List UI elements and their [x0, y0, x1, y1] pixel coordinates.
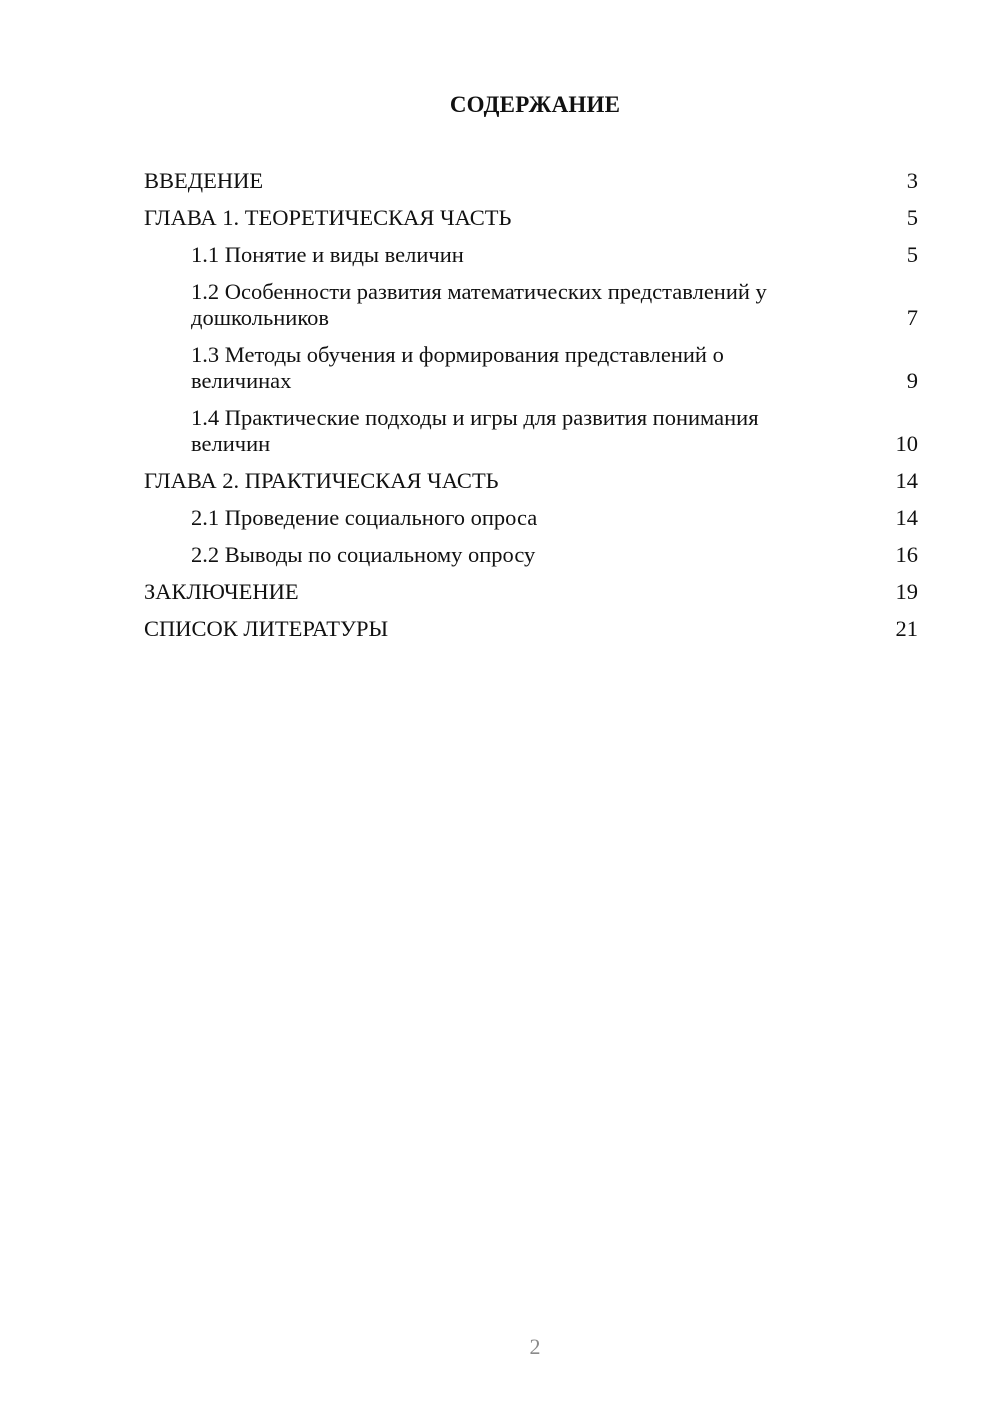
toc-entry-label: СПИСОК ЛИТЕРАТУРЫ [144, 616, 389, 641]
toc-entry-references [144, 616, 918, 642]
toc-entry-page: 3 [906, 168, 918, 193]
toc-entry-label: 2.2 Выводы по социальному опросу [191, 542, 536, 567]
toc-entry-page: 14 [895, 468, 918, 493]
toc-entry-chapter-1 [144, 205, 918, 231]
toc-entry-conclusion [144, 579, 918, 605]
toc-entry-section-2-1 [144, 505, 918, 531]
toc-entry-section-1-2 [144, 279, 918, 331]
toc-entry-page: 9 [906, 368, 918, 393]
toc-entry-label: 1.3 Методы обучения и формирования представлений о величинах [191, 342, 724, 393]
toc-entry-introduction [144, 168, 918, 194]
toc-entry-label: ВВЕДЕНИЕ [144, 168, 264, 193]
page-number: 2 [529, 1334, 541, 1359]
toc-entry-page: 10 [895, 431, 918, 456]
toc-entry-page: 19 [895, 579, 918, 604]
toc-entry-chapter-2 [144, 468, 918, 494]
toc-entry-section-1-1 [144, 242, 918, 268]
toc-entry-section-1-4 [144, 405, 918, 457]
toc-entry-page: 21 [895, 616, 918, 641]
toc-entry-label: ГЛАВА 2. ПРАКТИЧЕСКАЯ ЧАСТЬ [144, 468, 499, 493]
toc-entry-label: 1.2 Особенности развития математических представлений у дошкольников [191, 279, 767, 330]
toc-entry-label: ГЛАВА 1. ТЕОРЕТИЧЕСКАЯ ЧАСТЬ [144, 205, 512, 230]
toc-entry-page: 14 [895, 505, 918, 530]
toc-entry-section-2-2 [144, 542, 918, 568]
toc-entry-page: 7 [906, 305, 918, 330]
toc-entry-section-1-3 [144, 342, 918, 394]
toc-entry-label: 1.1 Понятие и виды величин [191, 242, 464, 267]
toc-entry-label: 1.4 Практические подходы и игры для развития понимания величин [191, 405, 759, 456]
toc-entry-label: 2.1 Проведение социального опроса [191, 505, 538, 530]
toc-entry-label: ЗАКЛЮЧЕНИЕ [144, 579, 299, 604]
toc-entry-page: 5 [906, 242, 918, 267]
table-of-contents [144, 168, 918, 653]
toc-entry-page: 16 [895, 542, 918, 567]
toc-heading: СОДЕРЖАНИЕ [449, 92, 621, 117]
toc-entry-page: 5 [906, 205, 918, 230]
